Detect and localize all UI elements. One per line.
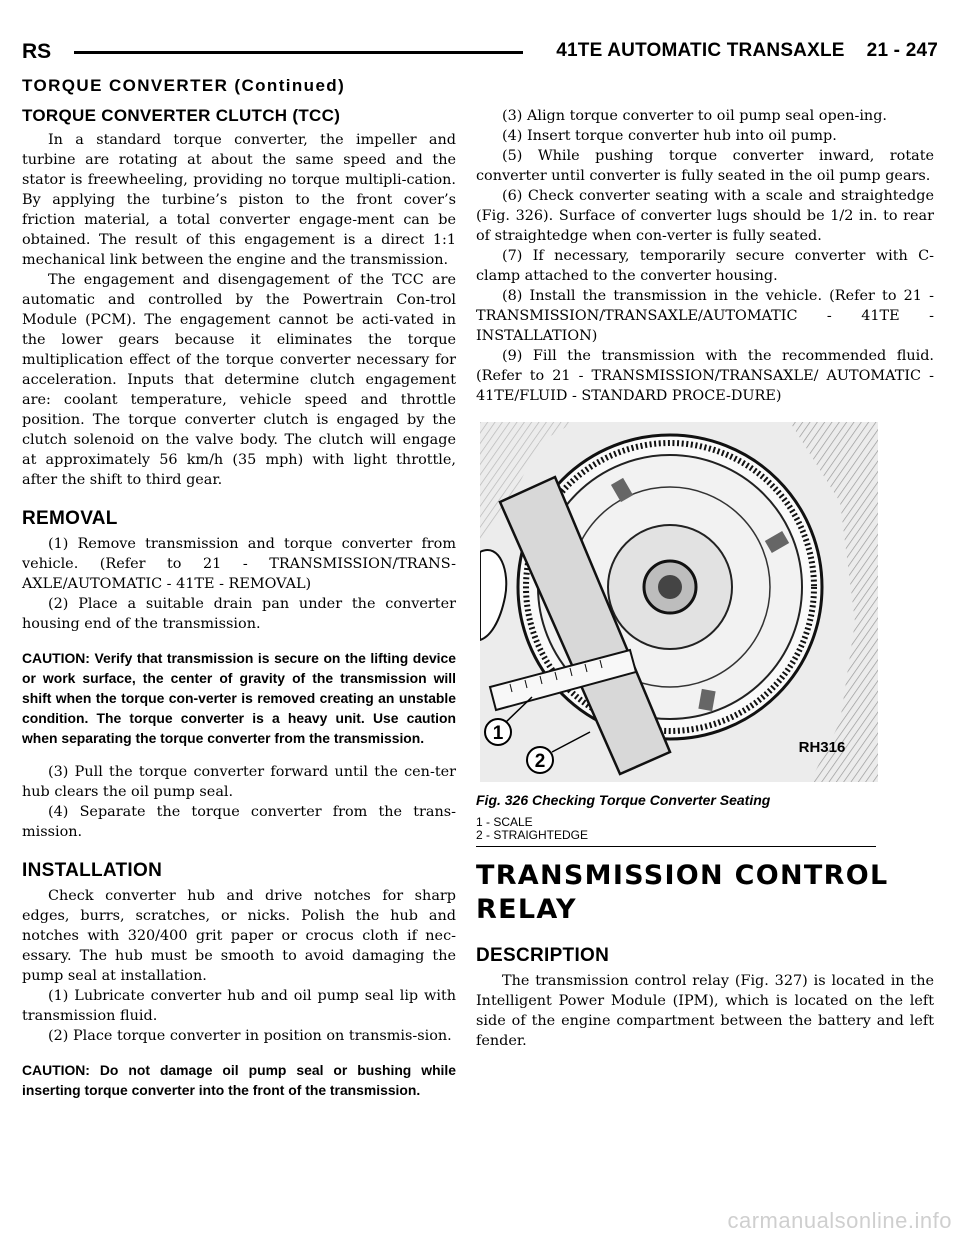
continued-title: TORQUE CONVERTER (Continued)	[22, 76, 346, 95]
installation-step-4: (4) Insert torque converter hub into oil pump.	[502, 128, 837, 144]
callout-2-label: 2	[534, 751, 546, 772]
installation-step-6: (6) Check converter seating with a scale and straightedge (Fig. 326). Surface of converter lugs should be 1/2 in. to rear of straightedge when con-verter is fully seated.	[476, 188, 934, 244]
installation-heading: INSTALLATION	[22, 860, 163, 881]
tcc-heading: TORQUE CONVERTER CLUTCH (TCC)	[22, 106, 341, 125]
installation-step-1: (1) Lubricate converter hub and oil pump seal lip with transmission fluid.	[22, 988, 456, 1024]
page-number: 21 - 247	[866, 40, 938, 61]
relay-section-title: TRANSMISSION CONTROL RELAY	[476, 860, 889, 925]
header-section-code: RS	[22, 40, 52, 63]
removal-step-1: (1) Remove transmission and torque converter from vehicle. (Refer to 21 - TRANSMISSION/TRANS-AXLE/AUTOMATIC - 41TE - REMOVAL)	[22, 536, 456, 592]
figure-326-illustration	[480, 422, 878, 782]
page-header	[22, 40, 938, 80]
description-heading: DESCRIPTION	[476, 945, 610, 966]
removal-heading: REMOVAL	[22, 508, 118, 529]
installation-step-8: (8) Install the transmission in the vehicle. (Refer to 21 - TRANSMISSION/TRANSAXLE/AUTOMATIC - 41TE - INSTALLATION)	[476, 288, 934, 344]
legend-item-straightedge: 2 - STRAIGHTEDGE	[476, 828, 589, 842]
header-title	[556, 40, 938, 62]
hub-center	[658, 575, 682, 599]
right-column	[476, 106, 934, 1051]
figure-legend	[476, 816, 934, 842]
installation-step-7: (7) If necessary, temporarily secure converter with C-clamp attached to the converter housing.	[476, 248, 934, 284]
callout-1-label: 1	[492, 723, 504, 744]
installation-step-2: (2) Place torque converter in position on transmis-sion.	[48, 1028, 452, 1044]
left-column	[22, 106, 456, 1114]
torque-converter-drawing	[480, 422, 878, 782]
legend-rule	[476, 846, 876, 847]
watermark: carmanualsonline.info	[727, 1208, 952, 1233]
removal-step-4: (4) Separate the torque converter from the trans-mission.	[22, 804, 456, 840]
installation-step-3: (3) Align torque converter to oil pump seal open-ing.	[502, 108, 887, 124]
removal-step-2: (2) Place a suitable drain pan under the converter housing end of the transmission.	[22, 596, 456, 632]
installation-step-5: (5) While pushing torque converter inward, rotate converter until converter is fully seated in the oil pump gears.	[476, 148, 934, 184]
figure-326-caption: Fig. 326 Checking Torque Converter Seating	[476, 792, 771, 808]
tcc-paragraph-1: In a standard torque converter, the impeller and turbine are rotating at about the same speed and the stator is freewheeling, providing no torque multipli-cation. By applying the turbine’s piston to the front cover’s friction material, a total converter engage-ment can be obtained. The result of this engagement is a direct 1:1 mechanical link between the engine and the transmission.	[22, 132, 456, 268]
figure-code: RH316	[798, 739, 846, 756]
tcc-paragraph-2: The engagement and disengagement of the TCC are automatic and controlled by the Powertrain Con-trol Module (PCM). The engagement cannot be acti-vated in the lower gears because it eliminates the torque multiplication effect of the torque converter necessary for acceleration. Inputs that determine clutch engagement are: coolant temperature, vehicle speed and throttle position. The torque converter clutch is engaged by the clutch solenoid on the valve body. The clutch will engage at approximately 56 km/h (35 mph) with light throttle, after the shift to third gear.	[22, 272, 456, 488]
removal-step-3: (3) Pull the torque converter forward until the cen-ter hub clears the oil pump seal.	[22, 764, 456, 800]
installation-intro: Check converter hub and drive notches for sharp edges, burrs, scratches, or nicks. Polish the hub and notches with 320/400 grit paper or crocus cloth if nec-essary. The hub must be smooth to avoid damaging the pump seal at installation.	[22, 888, 456, 984]
description-paragraph: The transmission control relay (Fig. 327) is located in the Intelligent Power Module (IPM), which is located on the left side of the engine compartment between the battery and left fender.	[476, 973, 934, 1049]
caution-note-1: CAUTION: Verify that transmission is secure on the lifting device or work surface, the center of gravity of the transmission will shift when the torque con-verter is removed creating an unstable condition. The torque converter is a heavy unit. Use caution when separating the torque converter from the transmission.	[22, 650, 456, 746]
header-rule	[74, 51, 523, 54]
installation-step-9: (9) Fill the transmission with the recommended fluid. (Refer to 21 - TRANSMISSION/TRANSAXLE/ AUTOMATIC - 41TE/FLUID - STANDARD PROCE-DURE)	[476, 348, 934, 404]
caution-note-2: CAUTION: Do not damage oil pump seal or bushing while inserting torque converter into the front of the transmission.	[22, 1062, 456, 1098]
header-chapter-title: 41TE AUTOMATIC TRANSAXLE	[556, 40, 845, 61]
legend-item-scale: 1 - SCALE	[476, 815, 533, 829]
